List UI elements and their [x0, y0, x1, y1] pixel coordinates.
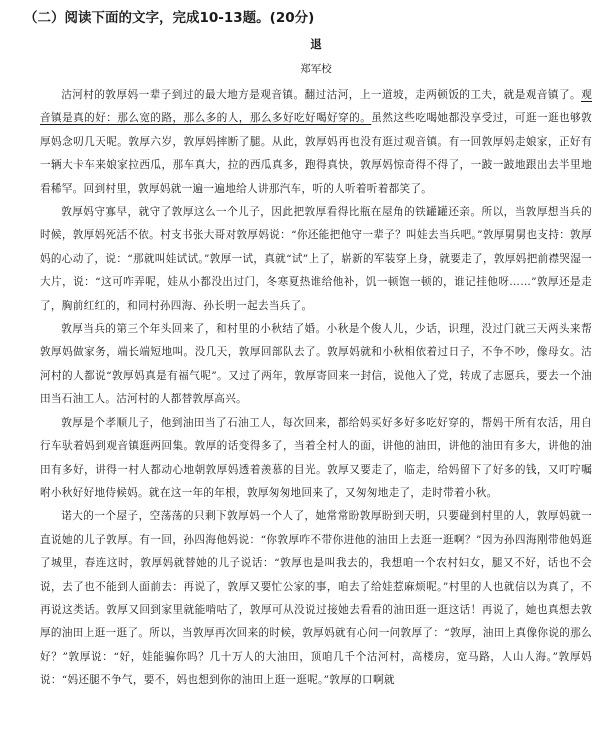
paragraph-5 — [40, 505, 592, 692]
paragraph-4 — [40, 412, 592, 506]
paragraph-text: 虽然这些吃喝她都没享受过，可逛一逛也够敦厚妈念叨几天呢。敦厚六岁，敦厚妈摔断了腿。从此，敦厚妈再也没有逛过观音镇。有一回敦厚妈走娘家，正好有一辆大卡车来娘家拉西瓜，那车真大，拉的西瓜真多，跑得真快，敦厚妈惊奇得不得了，一跛一跛地跟出去半里地看稀罕。回到村里，敦厚妈就一遍一遍地给人讲那汽车，听的人听着听着都笑了。 — [40, 112, 593, 195]
story-title: 退 — [310, 37, 322, 51]
section-heading: （二）阅读下面的文字，完成10-13题。(20分) — [24, 10, 315, 26]
paragraph-3 — [40, 318, 592, 412]
paragraph-2 — [40, 201, 592, 318]
story-author: 郑军校 — [300, 63, 332, 75]
paragraph-text: 诺大的一个屋子，空荡荡的只剩下敦厚妈一个人了，她常常盼敦厚盼到天明，只要碰到村里的人，敦厚妈就一直说她的儿子敦厚。有一回，孙四海他妈说：“你敦厚咋不带你进他的油田上去逛一逛啊？”因为孙四海刚带他妈逛了城里，春连这时，敦厚妈就替她的儿子说话：“敦厚也是叫我去的，我想咱一个农村妇女，腿又不好，话也不会说，去了也不能到人面前去：再说了，敦厚又要忙公家的事，咱去了给娃惹麻烦呢。”村里的人也就信以为真了，不再说这类话。敦厚又回到家里就能啃咕了，敦厚可从没说过接她去看看的油田逛一逛这话！再说了，她也真想去敦厚的油田上逛一逛了。所以，当敦厚再次回来的时候，敦厚妈就有心问一问敦厚了：“敦厚，油田上真像你说的那么好？”敦厚说：“好，娃能骗你吗？几十万人的大油田，顶咱几千个沽河村，高楼房，宽马路，人山人海。”敦厚妈说：“妈还腿不争气，要不，妈也想到你的油田上逛一逛呢。”敦厚的口啊就 — [40, 510, 592, 687]
paragraph-text: 沽河村的敦厚妈一辈子到过的最大地方是观音镇。翻过沽河，上一道坡，走两顿饭的工夫，就是观音镇了。 — [61, 89, 582, 101]
paragraph-1 — [40, 84, 592, 201]
paragraph-text: 敦厚是个孝顺儿子，他到油田当了石油工人，每次回来，都给妈买好多好多吃好穿的，帮妈干所有农活，用自行车驮着妈到观音镇逛两回集。敦厚的话变得多了，当着全村人的面，讲他的油田，讲他的油田有多大，讲他的油田有多好，讲得一村人都动心地朝敦厚妈透着羡慕的目光。敦厚又要走了，临走，给妈留下了好多的钱，又叮咛嘱咐小秋好好地侍候妈。就在这一年的年根，敦厚匆匆地回来了，又匆匆地走了，走时带着小秋。 — [40, 416, 592, 499]
underlined-sentence: 观音镇是真的好：那么宽的路，那么多的人，那么多好吃好喝好穿的。 — [40, 89, 592, 125]
paragraph-text: 敦厚妈守寡早，就守了敦厚这么一个儿子，因此把敦厚看得比瓶在屋角的铁罐罐还亲。所以，当敦厚想当兵的时候，敦厚妈死活不依。村支书张大哥对敦厚妈说：“你还能把他守一辈子？叫娃去当兵吧。”敦厚舅舅也支持：敦厚妈的心动了，说：“那就叫娃试试。”敦厚一试，真就“试”上了，崭新的军装穿上身，就要走了，敦厚妈把前襟哭湿一大片，说：“这可咋弄呢，娃从小都没出过门，冬寒夏热谁给他补，饥一顿饱一顿的，谁记挂他呀……”敦厚还是走了，胸前红红的，和同村孙四海、孙长明一起去当兵了。 — [40, 206, 592, 312]
paragraph-text: 敦厚当兵的第三个年头回来了，和村里的小秋结了婚。小秋是个俊人儿，少话，识理，没过门就三天两头来帮敦厚妈做家务，端长端短地叫。没几天，敦厚回部队去了。敦厚妈就和小秋相依着过日子，不争不吵，像母女。沽河村的人都说“敦厚妈真是有福气呢”。又过了两年，敦厚寄回来一封信，说他入了党，转成了志愿兵，要去一个油田当石油工人。沽河村的人都替敦厚高兴。 — [40, 323, 592, 406]
